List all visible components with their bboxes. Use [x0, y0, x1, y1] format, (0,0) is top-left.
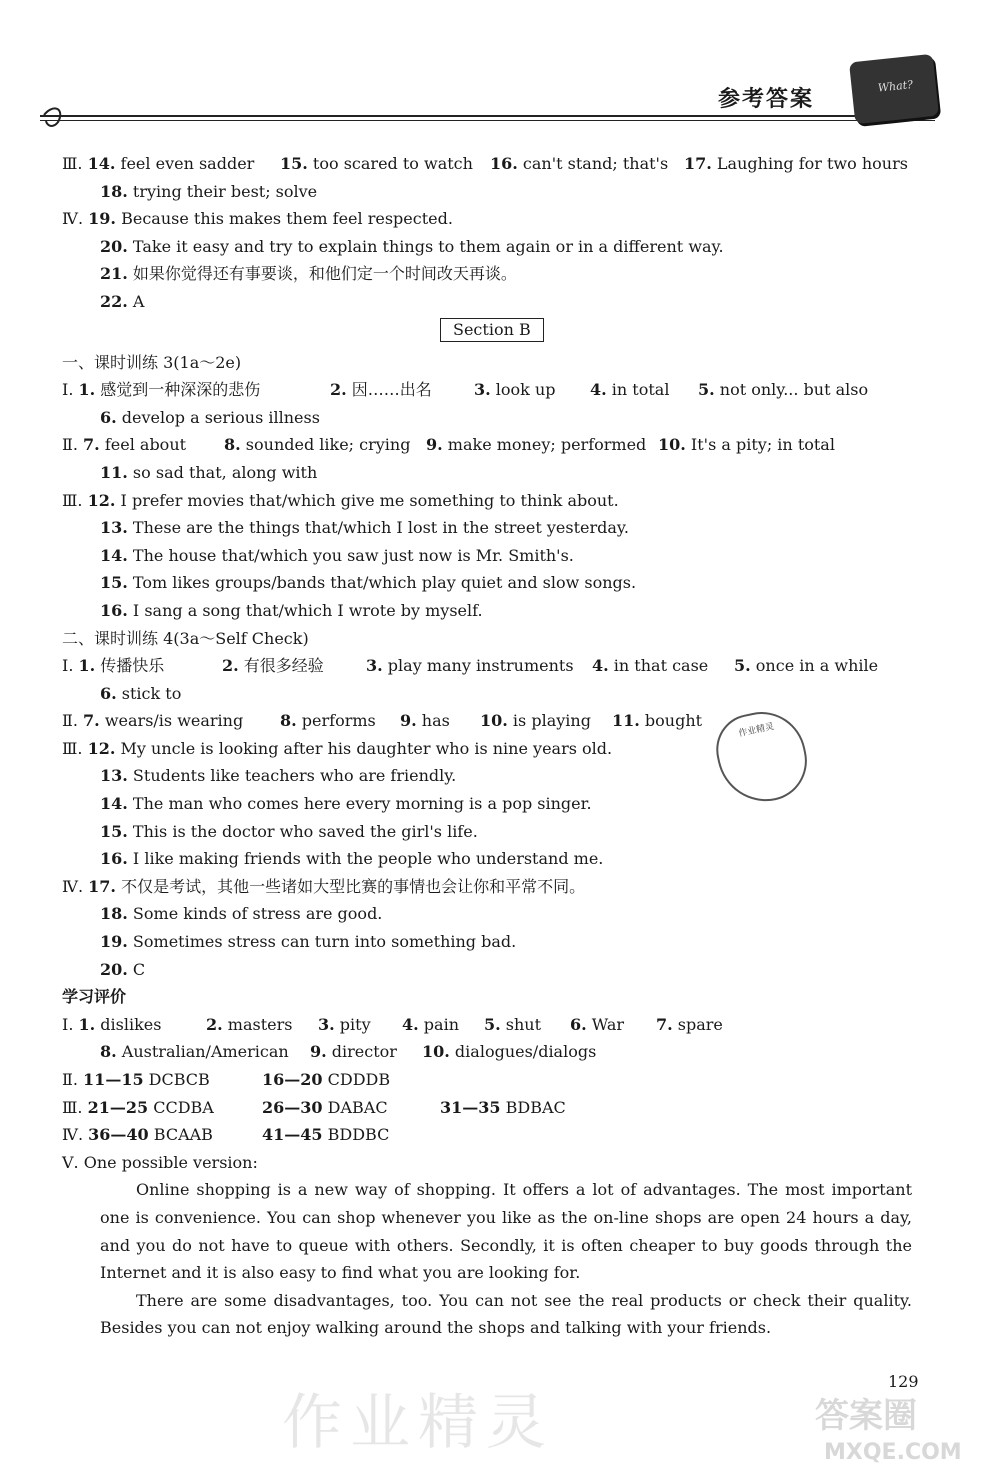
question-number: 15. [100, 573, 128, 593]
answer-text: is playing [507, 711, 591, 731]
answer-item [62, 1094, 214, 1122]
item-label: Ⅱ. [62, 435, 84, 455]
question-number: 4. [402, 1014, 419, 1034]
answer-text: A [127, 291, 145, 311]
question-number: 7. [83, 711, 100, 731]
answer-text: Students like teachers who are friendly. [127, 766, 457, 786]
answer-text: C [127, 959, 146, 979]
answer-text: stick to [116, 683, 182, 703]
answer-text: I like making friends with the people who understand me. [127, 849, 604, 869]
question-number: 12. [87, 490, 116, 510]
answer-item [734, 652, 878, 680]
answer-item [484, 1011, 541, 1039]
answer-line [62, 349, 912, 377]
answer-text: The house that/which you saw just now is Mr. Smith's. [127, 545, 574, 565]
answer-line [62, 680, 912, 708]
answer-item [100, 900, 382, 928]
question-number: 11. [612, 711, 640, 731]
question-number: 16. [100, 849, 128, 869]
header-rule [40, 115, 860, 117]
answer-item [422, 1038, 596, 1066]
question-number: 15. [100, 821, 128, 841]
answer-text: 不仅是考试，其他一些诸如大型比赛的事情也会让你和平常不同。 [116, 876, 586, 896]
question-number: 5. [734, 656, 751, 676]
answer-text: Sometimes stress can turn into something bad. [127, 932, 517, 952]
answer-item [590, 376, 669, 404]
answer-item [480, 707, 591, 735]
question-number: 6. [100, 683, 117, 703]
answer-line [62, 150, 912, 178]
answer-text: wears/is wearing [99, 711, 244, 731]
answer-item [698, 376, 868, 404]
question-number: 19. [100, 932, 128, 952]
answer-text: Some kinds of stress are good. [127, 904, 383, 924]
answer-text: look up [490, 380, 556, 400]
answer-item [62, 205, 453, 233]
page-number: 129 [888, 1372, 919, 1391]
answer-item [262, 1094, 388, 1122]
item-label: Ⅲ. [62, 1097, 88, 1117]
item-label: Ⅳ. [62, 876, 89, 896]
question-number: 14. [100, 794, 128, 814]
question-number: 41—45 [262, 1125, 323, 1145]
answer-line [62, 1149, 912, 1177]
answer-line [62, 205, 912, 233]
question-number: 11—15 [83, 1070, 144, 1089]
question-number: 10. [658, 435, 686, 455]
answer-item [62, 431, 186, 459]
answer-text: 因……出名 [346, 380, 432, 400]
header-rule-thin [40, 120, 935, 121]
question-number: 3. [366, 656, 383, 676]
essay-paragraph: There are some disadvantages, too. You can not see the real products or check their quality. Besides you can not enjoy walking around the shops and talking with your friends. [100, 1290, 912, 1338]
answer-text: pity [334, 1014, 371, 1034]
answer-text: pain [418, 1014, 459, 1034]
answer-item [100, 928, 516, 956]
answer-item [366, 652, 574, 680]
answer-item [684, 150, 908, 178]
answer-item [100, 404, 320, 432]
answer-item [570, 1011, 624, 1039]
answer-line [62, 487, 912, 515]
question-number: 12. [87, 738, 116, 758]
answer-line [62, 288, 912, 316]
answer-text: develop a serious illness [116, 407, 320, 427]
answer-text: 感觉到一种深深的悲伤 [95, 380, 261, 400]
answer-item [490, 150, 668, 178]
answer-item [100, 790, 592, 818]
answer-text: spare [672, 1014, 723, 1034]
answer-text: shut [500, 1014, 542, 1034]
answer-line [62, 597, 912, 625]
item-label: Ⅲ. [62, 738, 88, 758]
question-number: 11. [100, 462, 128, 482]
item-label: Ⅴ. One possible version: [62, 1152, 258, 1172]
answer-item [100, 542, 574, 570]
answer-line [62, 1121, 912, 1149]
answer-line [62, 514, 912, 542]
answer-text: The man who comes here every morning is a pop singer. [127, 794, 592, 814]
answer-item [62, 707, 243, 735]
answer-item [62, 735, 612, 763]
question-number: 19. [88, 209, 116, 229]
answer-item [262, 1121, 389, 1149]
answer-text: can't stand; that's [517, 154, 669, 173]
answer-line [62, 1038, 912, 1066]
question-number: 16—20 [262, 1070, 323, 1089]
answer-item [62, 1121, 213, 1149]
question-number: 2. [206, 1014, 223, 1034]
answer-item [656, 1011, 723, 1039]
answer-text: feel about [99, 435, 187, 455]
answer-text: dislikes [95, 1014, 162, 1034]
answer-item [318, 1011, 371, 1039]
item-label: 学习评价 [62, 987, 127, 1007]
answer-text: CCDBA [148, 1097, 214, 1117]
answer-item [100, 1038, 289, 1066]
item-label: Ⅳ. [62, 1125, 89, 1145]
answer-text: 有很多经验 [238, 656, 324, 676]
answer-item [62, 1011, 161, 1039]
question-number: 5. [484, 1014, 501, 1034]
answer-text: masters [222, 1014, 293, 1034]
answer-item [100, 178, 317, 206]
answer-item [100, 260, 517, 288]
answer-item [222, 652, 324, 680]
item-label: 二、课时训练 4(3a～Self Check) [62, 628, 309, 648]
answer-item [100, 288, 144, 316]
question-number: 14. [100, 545, 128, 565]
answer-item [100, 569, 636, 597]
answer-text: play many instruments [382, 656, 574, 676]
answer-item [224, 431, 410, 459]
answer-text: too scared to watch [307, 154, 473, 173]
answer-item [262, 1066, 390, 1094]
question-number: 21. [100, 264, 128, 284]
question-number: 14. [87, 154, 116, 173]
answer-text: performs [296, 711, 376, 731]
answer-text: DABAC [322, 1097, 388, 1117]
question-number: 1. [78, 380, 96, 400]
answer-line [62, 459, 912, 487]
answer-line [62, 376, 912, 404]
question-number: 18. [100, 904, 128, 924]
answer-item [100, 762, 456, 790]
question-number: 15. [280, 154, 308, 173]
answer-text: bought [639, 711, 703, 731]
answer-line [62, 178, 912, 206]
answer-item [658, 431, 835, 459]
question-number: 13. [100, 766, 128, 786]
answer-line [62, 956, 912, 984]
answer-item [100, 680, 181, 708]
section-heading: Section B [440, 318, 544, 342]
answer-line [62, 431, 912, 459]
question-number: 6. [100, 407, 117, 427]
essay-paragraph: Online shopping is a new way of shopping. It offers a lot of advantages. The most important one is convenience. You can shop whenever you like as the on-line shops are open 24 hours a day, and you do not have to queue with others. Secondly, it is often cheaper to buy goods through the Internet and it is also easy to find what you are looking for. [100, 1180, 912, 1283]
decorative-swash-icon [40, 103, 80, 133]
item-label: 一、课时训练 3(1a～2e) [62, 352, 242, 372]
answer-line [62, 900, 912, 928]
answer-line [62, 818, 912, 846]
answer-item [62, 349, 241, 377]
question-number: 21—25 [87, 1097, 149, 1117]
answer-text: This is the doctor who saved the girl's life. [127, 821, 478, 841]
answer-item [100, 233, 724, 261]
answer-text: once in a while [750, 656, 879, 676]
answer-text: BDBAC [500, 1097, 566, 1117]
blackboard-icon: What? [849, 54, 939, 124]
answer-item [280, 707, 376, 735]
answer-text: My uncle is looking after his daughter who is nine years old. [115, 738, 613, 758]
answer-text: trying their best; solve [127, 181, 318, 201]
question-number: 3. [318, 1014, 335, 1034]
item-label: Ⅰ. [62, 380, 79, 400]
answer-item [62, 625, 309, 653]
answer-text: I sang a song that/which I wrote by myself. [127, 600, 483, 620]
answer-text: DCBCB [143, 1070, 210, 1089]
question-number: 5. [698, 380, 715, 400]
answer-item [62, 983, 126, 1011]
answer-item [330, 376, 432, 404]
item-label: Ⅰ. [62, 1014, 79, 1034]
item-label: Ⅰ. [62, 656, 79, 676]
answer-text: It's a pity; in total [685, 435, 835, 455]
answer-text: Australian/American [116, 1042, 289, 1062]
logo-url-watermark: MXQE.COM [824, 1440, 962, 1465]
answer-line [62, 404, 912, 432]
answer-item [62, 652, 164, 680]
question-number: 2. [222, 656, 239, 676]
item-label: Ⅱ. [62, 1070, 84, 1089]
answer-text: Tom likes groups/bands that/which play quiet and slow songs. [127, 573, 637, 593]
page-title: 参考答案 [718, 86, 815, 112]
answer-item [100, 514, 629, 542]
answer-text: in total [606, 380, 670, 400]
item-label: Ⅲ. [62, 490, 88, 510]
answer-text: sounded like; crying [240, 435, 411, 455]
answer-item [474, 376, 556, 404]
question-number: 36—40 [88, 1125, 149, 1145]
question-number: 8. [224, 435, 241, 455]
answer-item [100, 818, 478, 846]
answer-text: has [416, 711, 450, 731]
answer-line [62, 316, 912, 349]
answer-text: in that case [608, 656, 709, 676]
question-number: 3. [474, 380, 491, 400]
item-label: Ⅱ. [62, 711, 84, 731]
answer-item [62, 1066, 210, 1094]
answer-text: Laughing for two hours [711, 154, 908, 173]
answer-item [426, 431, 646, 459]
answer-text: 传播快乐 [95, 656, 165, 676]
answer-item [440, 1094, 566, 1122]
question-number: 1. [78, 1014, 96, 1034]
item-label: Ⅲ. [62, 154, 88, 173]
answer-text: make money; performed [442, 435, 647, 455]
answer-text: War [586, 1014, 625, 1034]
answer-item [612, 707, 702, 735]
answer-item [100, 459, 317, 487]
answer-item [310, 1038, 397, 1066]
question-number: 4. [592, 656, 609, 676]
question-number: 9. [310, 1042, 327, 1062]
answer-item [400, 707, 450, 735]
answer-text: BDDBC [322, 1125, 390, 1145]
answer-text: so sad that, along with [127, 462, 318, 482]
answer-text: director [326, 1042, 397, 1062]
answer-text: CDDDB [322, 1070, 391, 1089]
question-number: 7. [656, 1014, 673, 1034]
question-number: 1. [78, 656, 96, 676]
answer-line [62, 625, 912, 653]
question-number: 17. [88, 876, 116, 896]
question-number: 16. [490, 154, 518, 173]
question-number: 31—35 [440, 1097, 501, 1117]
question-number: 13. [100, 518, 128, 538]
logo-watermark: 答案圈 [815, 1396, 917, 1436]
answer-line [62, 928, 912, 956]
question-number: 22. [100, 291, 128, 311]
answer-item [592, 652, 708, 680]
answer-text: Because this makes them feel respected. [116, 209, 453, 229]
answer-text: I prefer movies that/which give me something to think about. [115, 490, 619, 510]
question-number: 2. [330, 380, 347, 400]
question-number: 20. [100, 236, 128, 256]
answer-line [62, 233, 912, 261]
question-number: 18. [100, 181, 128, 201]
answer-item [62, 150, 254, 178]
answer-line [62, 983, 912, 1011]
answer-item [62, 873, 585, 901]
item-label: Ⅳ. [62, 209, 89, 229]
answer-item [100, 956, 145, 984]
answer-text: Take it easy and try to explain things to them again or in a different way. [127, 236, 724, 256]
question-number: 20. [100, 959, 128, 979]
answer-text: These are the things that/which I lost in the street yesterday. [127, 518, 629, 538]
answer-item [62, 487, 619, 515]
question-number: 17. [684, 154, 712, 173]
answer-text: feel even sadder [115, 154, 255, 173]
stamp-watermark: 作业精灵 [710, 704, 815, 810]
answer-item [100, 597, 483, 625]
answer-line [62, 260, 912, 288]
question-number: 9. [426, 435, 443, 455]
answer-item [280, 150, 473, 178]
answer-line [62, 1094, 912, 1122]
answer-line [62, 1011, 912, 1039]
answer-item [402, 1011, 459, 1039]
question-number: 16. [100, 600, 128, 620]
answer-text: 如果你觉得还有事要谈，和他们定一个时间改天再谈。 [127, 264, 517, 284]
question-number: 26—30 [262, 1097, 323, 1117]
answer-line [62, 652, 912, 680]
answer-line [62, 569, 912, 597]
question-number: 8. [100, 1042, 117, 1062]
answer-item [100, 845, 603, 873]
watermark-text: 作业精灵 [282, 1388, 554, 1458]
answer-line [62, 1066, 912, 1094]
question-number: 4. [590, 380, 607, 400]
answer-item [62, 1149, 258, 1177]
answer-item [206, 1011, 292, 1039]
answer-text: not only... but also [714, 380, 869, 400]
question-number: 7. [83, 435, 100, 455]
question-number: 10. [422, 1042, 450, 1062]
answer-line [62, 845, 912, 873]
page-header [0, 0, 1000, 140]
answer-text: dialogues/dialogs [449, 1042, 597, 1062]
answer-text: BCAAB [148, 1125, 213, 1145]
question-number: 9. [400, 711, 417, 731]
question-number: 8. [280, 711, 297, 731]
answer-line [62, 542, 912, 570]
question-number: 6. [570, 1014, 587, 1034]
answer-line [62, 873, 912, 901]
question-number: 10. [480, 711, 508, 731]
answer-item [62, 376, 260, 404]
